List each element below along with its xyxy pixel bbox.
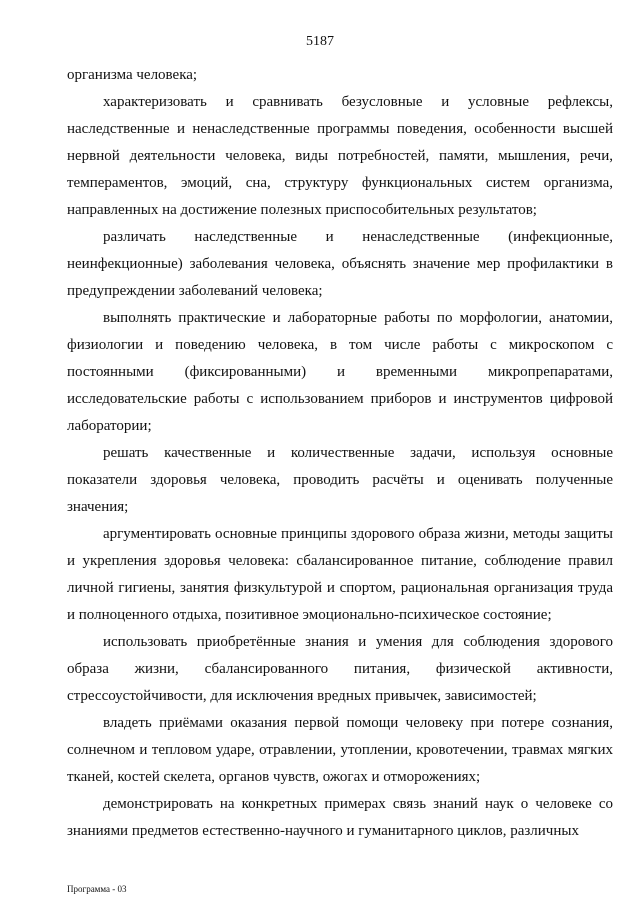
paragraph-lab-work: выполнять практические и лабораторные работы по морфологии, анатомии, физиологии и поведению человека, в том числе работы с микроскопом с постоянными (фиксированными) и временными микропрепаратами, исследовательские работы с использованием приборов и инструментов цифровой лаборатории; <box>67 310 613 434</box>
body-text <box>67 62 613 845</box>
paragraph-characterize: характеризовать и сравнивать безусловные и условные рефлексы, наследственные и ненаследственные программы поведения, особенности высшей нервной деятельности человека, виды потребностей, памяти, мышления, речи, темпераментов, эмоций, сна, структуру функциональных систем организма, направленных на достижение полезных приспособительных результатов; <box>67 94 613 218</box>
paragraph-use-knowledge: использовать приобретённые знания и умения для соблюдения здорового образа жизни, сбалансированного питания, физической активности, стрессоустойчивости, для исключения вредных привычек, зависимостей; <box>67 634 613 704</box>
paragraph-argue-principles: аргументировать основные принципы здорового образа жизни, методы защиты и укрепления здоровья человека: сбалансированное питание, соблюдение правил личной гигиены, занятия физкультурой и спортом, рациональная организация труда и полноценного отдыха, позитивное эмоционально-психическое состояние; <box>67 526 613 623</box>
paragraph-distinguish: различать наследственные и ненаследственные (инфекционные, неинфекционные) заболевания человека, объяснять значение мер профилактики в предупреждении заболеваний человека; <box>67 229 613 299</box>
paragraph-continuation: организма человека; <box>67 67 198 83</box>
paragraph-first-aid: владеть приёмами оказания первой помощи человеку при потере сознания, солнечном и тепловом ударе, отравлении, утоплении, кровотечении, травмах мягких тканей, костей скелета, органов чувств, ожогах и отморожениях; <box>67 715 613 785</box>
paragraph-demonstrate: демонстрировать на конкретных примерах связь знаний наук о человеке со знаниями предметов естественно-научного и гуманитарного циклов, различных <box>67 796 613 839</box>
paragraph-solve-tasks: решать качественные и количественные задачи, используя основные показатели здоровья человека, проводить расчёты и оценивать полученные значения; <box>67 445 613 515</box>
footer-label: Программа - 03 <box>67 884 127 894</box>
page-number: 5187 <box>306 34 334 49</box>
